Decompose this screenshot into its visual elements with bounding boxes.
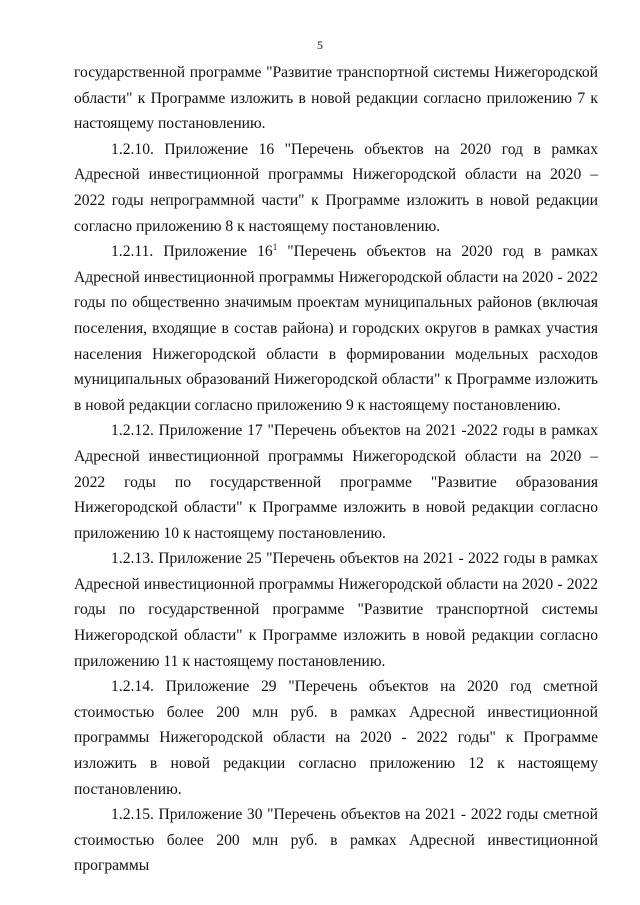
paragraph-1-2-11 (74, 239, 598, 418)
paragraph-1-2-12: 1.2.12. Приложение 17 "Перечень объектов на 2021 -2022 годы в рамках Адресной инвестиционной программы Нижегородской области на 2020 – 2022 годы по государственной программе "Развитие образования Нижегородской области" к Программе изложить в новой редакции согласно приложению 10 к настоящему постановлению. (74, 422, 598, 542)
paragraph-1-2-10: 1.2.10. Приложение 16 "Перечень объектов на 2020 год в рамках Адресной инвестиционной программы Нижегородской области на 2020 – 2022 годы непрограммной части" к Программе изложить в новой редакции согласно приложению 8 к настоящему постановлению. (74, 140, 598, 235)
paragraph-1-2-14: 1.2.14. Приложение 29 "Перечень объектов на 2020 год сметной стоимостью более 200 млн руб. в рамках Адресной инвестиционной программы Нижегородской области на 2020 - 2022 годы" к Программе изложить в новой редакции согласно приложению 12 к настоящему постановлению. (74, 678, 598, 798)
paragraph-1-2-11-lead: 1.2.11. Приложение 16 (111, 243, 273, 261)
page-number: 5 (317, 38, 323, 52)
paragraph-continuation: государственной программе "Развитие транспортной системы Нижегородской области" к Программе изложить в новой редакции согласно приложению 7 к настоящему постановлению. (74, 64, 598, 133)
paragraph-1-2-13: 1.2.13. Приложение 25 "Перечень объектов на 2021 - 2022 годы в рамках Адресной инвестиционной программы Нижегородской области на 2020 - 2022 годы по государственной программе "Развитие транспортной системы Нижегородской области" к Программе изложить в новой редакции согласно приложению 11 к настоящему постановлению. (74, 550, 598, 670)
superscript-index: 1 (272, 242, 278, 253)
paragraph-1-2-15: 1.2.15. Приложение 30 "Перечень объектов на 2021 - 2022 годы сметной стоимостью более 200 млн руб. в рамках Адресной инвестиционной программы (74, 806, 598, 875)
paragraph-1-2-11-body: "Перечень объектов на 2020 год в рамках Адресной инвестиционной программы Нижегородской области на 2020 - 2022 годы по общественно значимым проектам муниципальных районов (включая поселения, входящие в состав района) и городских округов в рамках участия населения Нижегородской области в формировании модельных расходов муниципальных образований Нижегородской области" к Программе изложить в новой редакции согласно приложению 9 к настоящему постановлению. (74, 243, 599, 414)
document-body (74, 60, 598, 879)
